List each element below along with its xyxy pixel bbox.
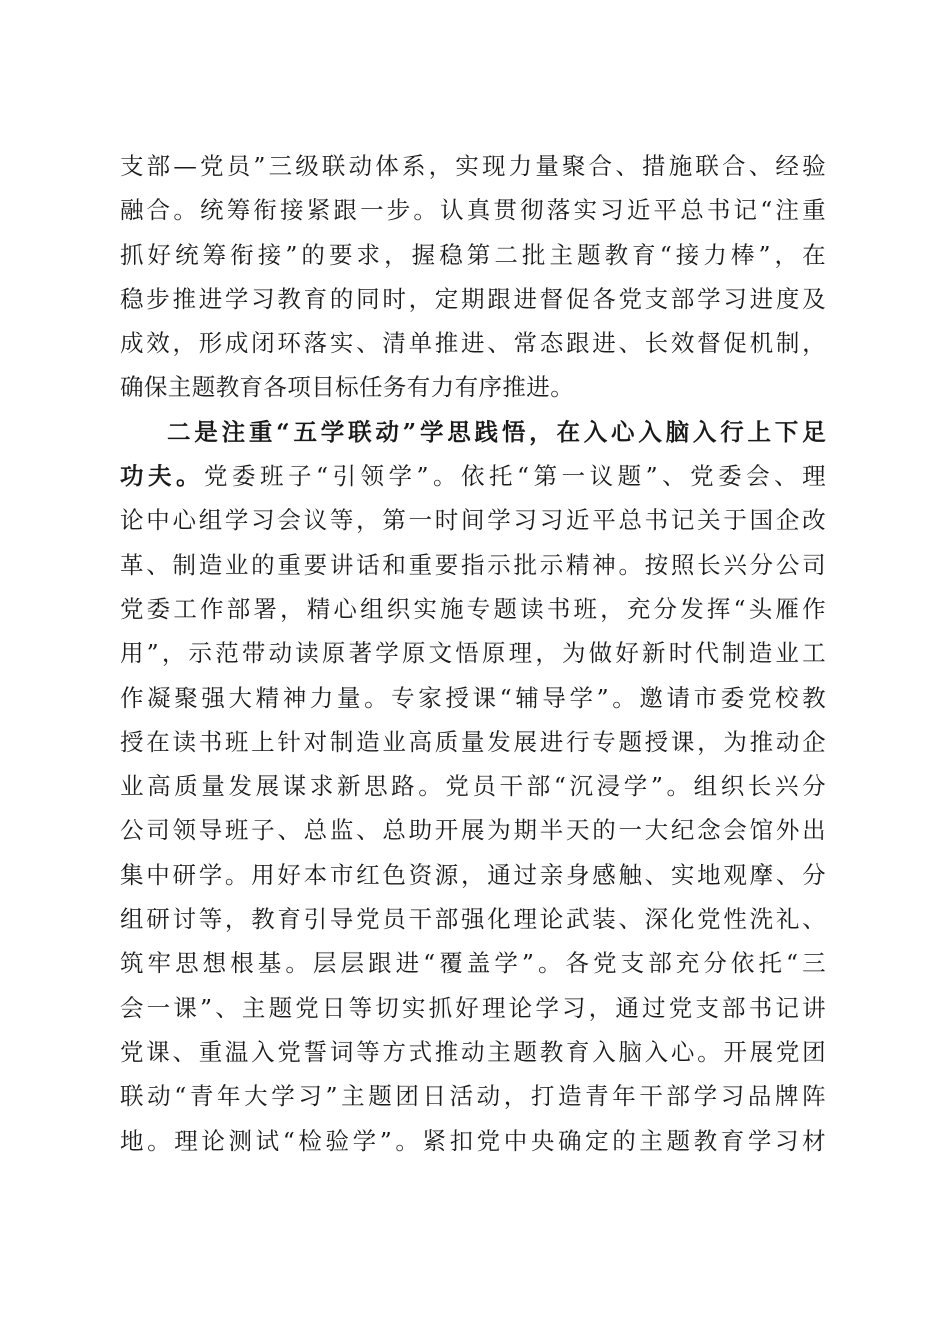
paragraph-1 bbox=[120, 144, 826, 410]
text-line: 公司领导班子、总监、总助开展为期半天的一大纪念会馆外出 bbox=[120, 816, 826, 845]
text-line: 联动“青年大学习”主题团日活动，打造青年干部学习品牌阵 bbox=[120, 1082, 826, 1111]
text-line: 授在读书班上针对制造业高质量发展进行专题授课，为推动企 bbox=[120, 727, 826, 756]
text-line: 革、制造业的重要讲话和重要指示批示精神。按照长兴分公司 bbox=[120, 550, 826, 579]
text-line: 支部—党员”三级联动体系，实现力量聚合、措施联合、经验 bbox=[120, 152, 826, 180]
text-line: 确保主题教育各项目标任务有力有序推进。 bbox=[120, 373, 575, 402]
paragraph-heading-end: 功夫。 bbox=[120, 462, 205, 491]
body-text bbox=[120, 144, 826, 1163]
paragraph-heading: 二是注重“五学联动”学思践悟，在入心入脑入行上下足 bbox=[167, 417, 826, 446]
text-line: 论中心组学习会议等，第一时间学习习近平总书记关于国企改 bbox=[120, 506, 826, 535]
text-line-rest: 党委班子“引领学”。依托“第一议题”、党委会、理 bbox=[204, 462, 827, 491]
text-line bbox=[120, 454, 826, 498]
text-line: 筑牢思想根基。层层跟进“覆盖学”。各党支部充分依托“三 bbox=[120, 949, 826, 978]
text-line: 党课、重温入党誓词等方式推动主题教育入脑入心。开展党团 bbox=[120, 1037, 826, 1066]
text-line: 用”，示范带动读原著学原文悟原理，为做好新时代制造业工 bbox=[120, 639, 826, 668]
text-line: 抓好统筹衔接”的要求，握稳第二批主题教育“接力棒”，在 bbox=[120, 240, 826, 269]
text-line: 稳步推进学习教育的同时，定期跟进督促各党支部学习进度及 bbox=[120, 284, 826, 313]
text-line: 作凝聚强大精神力量。专家授课“辅导学”。邀请市委党校教 bbox=[120, 683, 826, 712]
text-line: 组研讨等，教育引导党员干部强化理论武装、深化党性洗礼、 bbox=[120, 905, 826, 934]
text-line: 成效，形成闭环落实、清单推进、常态跟进、长效督促机制， bbox=[120, 329, 826, 358]
text-line: 集中研学。用好本市红色资源，通过亲身感触、实地观摩、分 bbox=[120, 860, 826, 889]
text-line: 融合。统筹衔接紧跟一步。认真贯彻落实习近平总书记“注重 bbox=[120, 196, 826, 225]
paragraph-2 bbox=[120, 410, 826, 1163]
text-line: 业高质量发展谋求新思路。党员干部“沉浸学”。组织长兴分 bbox=[120, 772, 826, 801]
text-line: 会一课”、主题党日等切实抓好理论学习，通过党支部书记讲 bbox=[120, 993, 826, 1022]
text-line: 地。理论测试“检验学”。紧扣党中央确定的主题教育学习材 bbox=[120, 1126, 826, 1155]
text-line: 党委工作部署，精心组织实施专题读书班，充分发挥“头雁作 bbox=[120, 594, 826, 623]
